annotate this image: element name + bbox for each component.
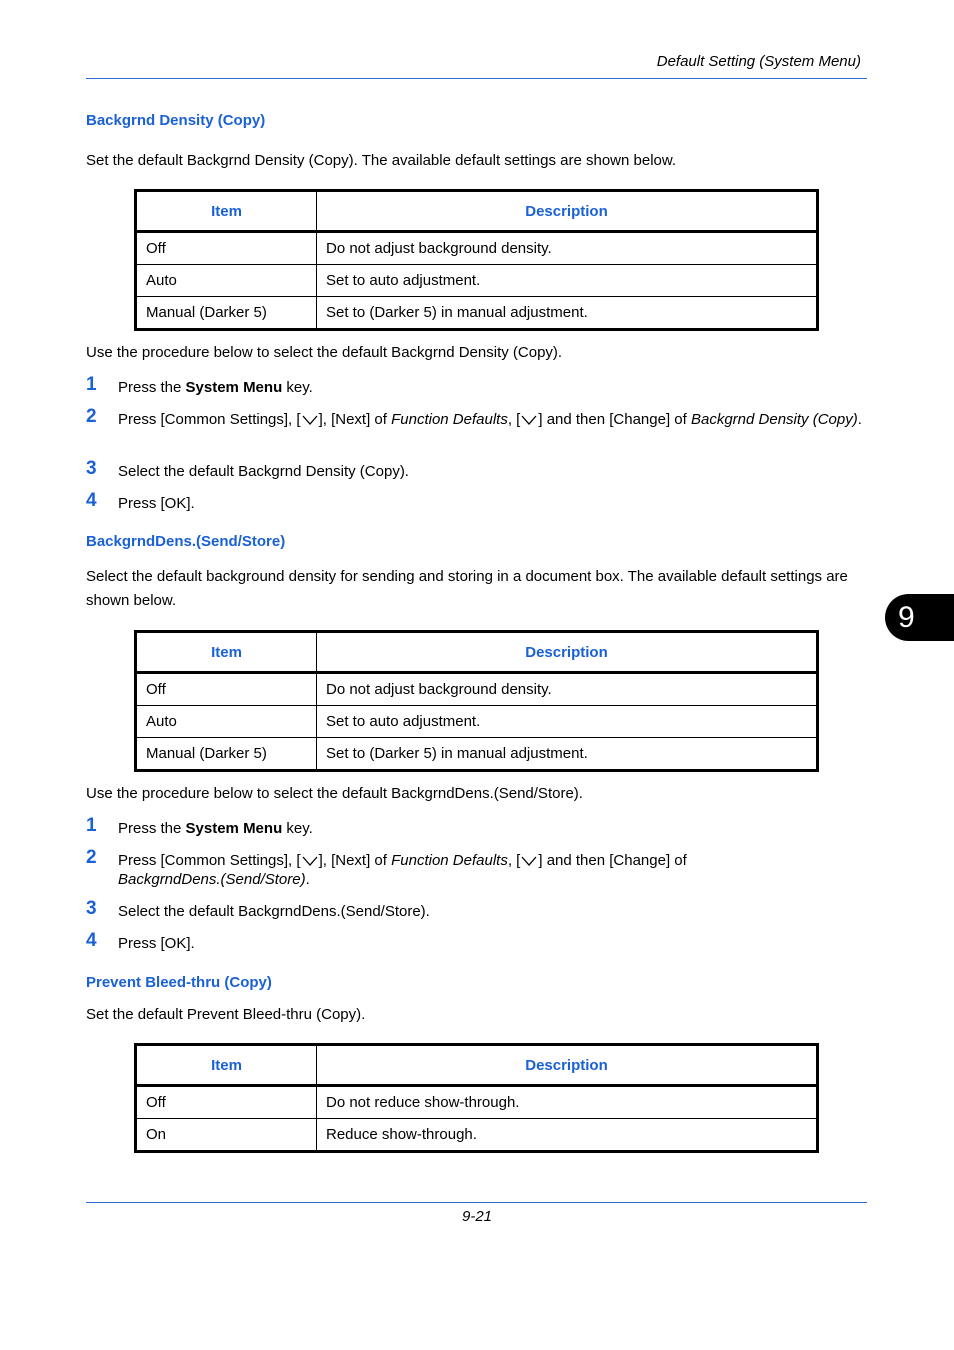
section-heading-backgrnddens-send-store: BackgrndDens.(Send/Store): [86, 533, 286, 550]
section-heading-backgrnd-density-copy: Backgrnd Density (Copy): [86, 112, 266, 129]
step-number: 2: [86, 847, 97, 868]
down-arrow-key-icon: [301, 855, 319, 867]
system-menu-key-label: System Menu: [185, 820, 283, 837]
step-number: 2: [86, 406, 97, 427]
table-row: [136, 673, 818, 706]
step-text: Press [Common Settings], [ ], [Next] of Function Defaults, [ ] and then [Change] of BackgrndDens.(Send/Store).: [118, 852, 687, 888]
cell-description: Reduce show-through.: [326, 1126, 477, 1143]
section3-intro: Set the default Prevent Bleed-thru (Copy).: [86, 1006, 366, 1023]
step-text: Press [OK].: [118, 495, 195, 512]
cell-description: Set to auto adjustment.: [317, 706, 818, 738]
step-number: 3: [86, 458, 97, 479]
table-header-row: [136, 1045, 818, 1086]
cell-description: Do not reduce show-through.: [317, 1086, 818, 1119]
cell-description: Set to auto adjustment.: [317, 265, 818, 297]
step-number: 3: [86, 898, 97, 919]
cell-item: Off: [136, 673, 317, 706]
step-number: 4: [86, 490, 97, 511]
cell-item: Manual (Darker 5): [136, 297, 317, 330]
table-row: [136, 265, 818, 297]
cell-description: Set to (Darker 5) in manual adjustment.: [326, 304, 588, 321]
step-text: Press [Common Settings], [ ], [Next] of Function Defaults, [ ] and then [Change] of Backgrnd Density (Copy).: [118, 411, 862, 428]
cell-item: On: [136, 1119, 317, 1152]
table-row: [136, 738, 818, 771]
section1-intro: Set the default Backgrnd Density (Copy). The available default settings are shown below.: [86, 152, 677, 169]
step-text: Select the default BackgrndDens.(Send/Store).: [118, 903, 430, 920]
step-number: 4: [86, 930, 97, 951]
down-arrow-key-icon: [520, 855, 538, 867]
table-row: [136, 232, 818, 265]
section2-procedure-intro: Use the procedure below to select the default BackgrndDens.(Send/Store).: [86, 785, 583, 802]
step-number: 1: [86, 374, 97, 395]
step-number: 1: [86, 815, 97, 836]
section2-intro: Select the default background density for sending and storing in a document box. The available default settings are shown below.: [86, 568, 848, 609]
table-row: [136, 706, 818, 738]
column-header-item: Item: [136, 191, 317, 232]
table-row: [136, 1086, 818, 1119]
step-text: Press the System Menu key.: [118, 379, 313, 396]
table-row: [136, 1119, 818, 1152]
cell-item: Off: [136, 1086, 317, 1119]
section-heading-prevent-bleed-thru-copy: Prevent Bleed-thru (Copy): [86, 974, 272, 991]
settings-table-backgrnd-density-copy: [134, 189, 819, 331]
settings-table-backgrnddens-send-store: [134, 630, 819, 772]
section1-procedure-intro: Use the procedure below to select the default Backgrnd Density (Copy).: [86, 344, 563, 361]
header-rule: [86, 78, 867, 79]
step-text: Press the System Menu key.: [118, 820, 313, 837]
cell-description: Do not adjust background density.: [317, 673, 818, 706]
cell-item: Manual (Darker 5): [136, 738, 317, 771]
column-header-item: Item: [136, 632, 317, 673]
settings-table-prevent-bleed-thru-copy: [134, 1043, 819, 1153]
page-number: 9-21: [461, 1208, 493, 1225]
running-header-title: Default Setting (System Menu): [656, 53, 861, 70]
column-header-description: Description: [317, 191, 818, 232]
step-text: Select the default Backgrnd Density (Copy).: [118, 463, 409, 480]
column-header-item: Item: [136, 1045, 317, 1086]
cell-item: Auto: [136, 265, 317, 297]
cell-item: Off: [136, 232, 317, 265]
table-header-row: [136, 632, 818, 673]
down-arrow-key-icon: [520, 414, 538, 426]
cell-description: Do not adjust background density.: [317, 232, 818, 265]
down-arrow-key-icon: [301, 414, 319, 426]
cell-item: Auto: [136, 706, 317, 738]
column-header-description: Description: [317, 632, 818, 673]
chapter-tab[interactable]: 9: [885, 594, 954, 641]
system-menu-key-label: System Menu: [185, 379, 283, 396]
column-header-description: Description: [317, 1045, 818, 1086]
footer-rule: [86, 1202, 867, 1203]
cell-description: Set to (Darker 5) in manual adjustment.: [326, 745, 588, 762]
step-text: Press [OK].: [118, 935, 195, 952]
table-header-row: [136, 191, 818, 232]
table-row: [136, 297, 818, 330]
